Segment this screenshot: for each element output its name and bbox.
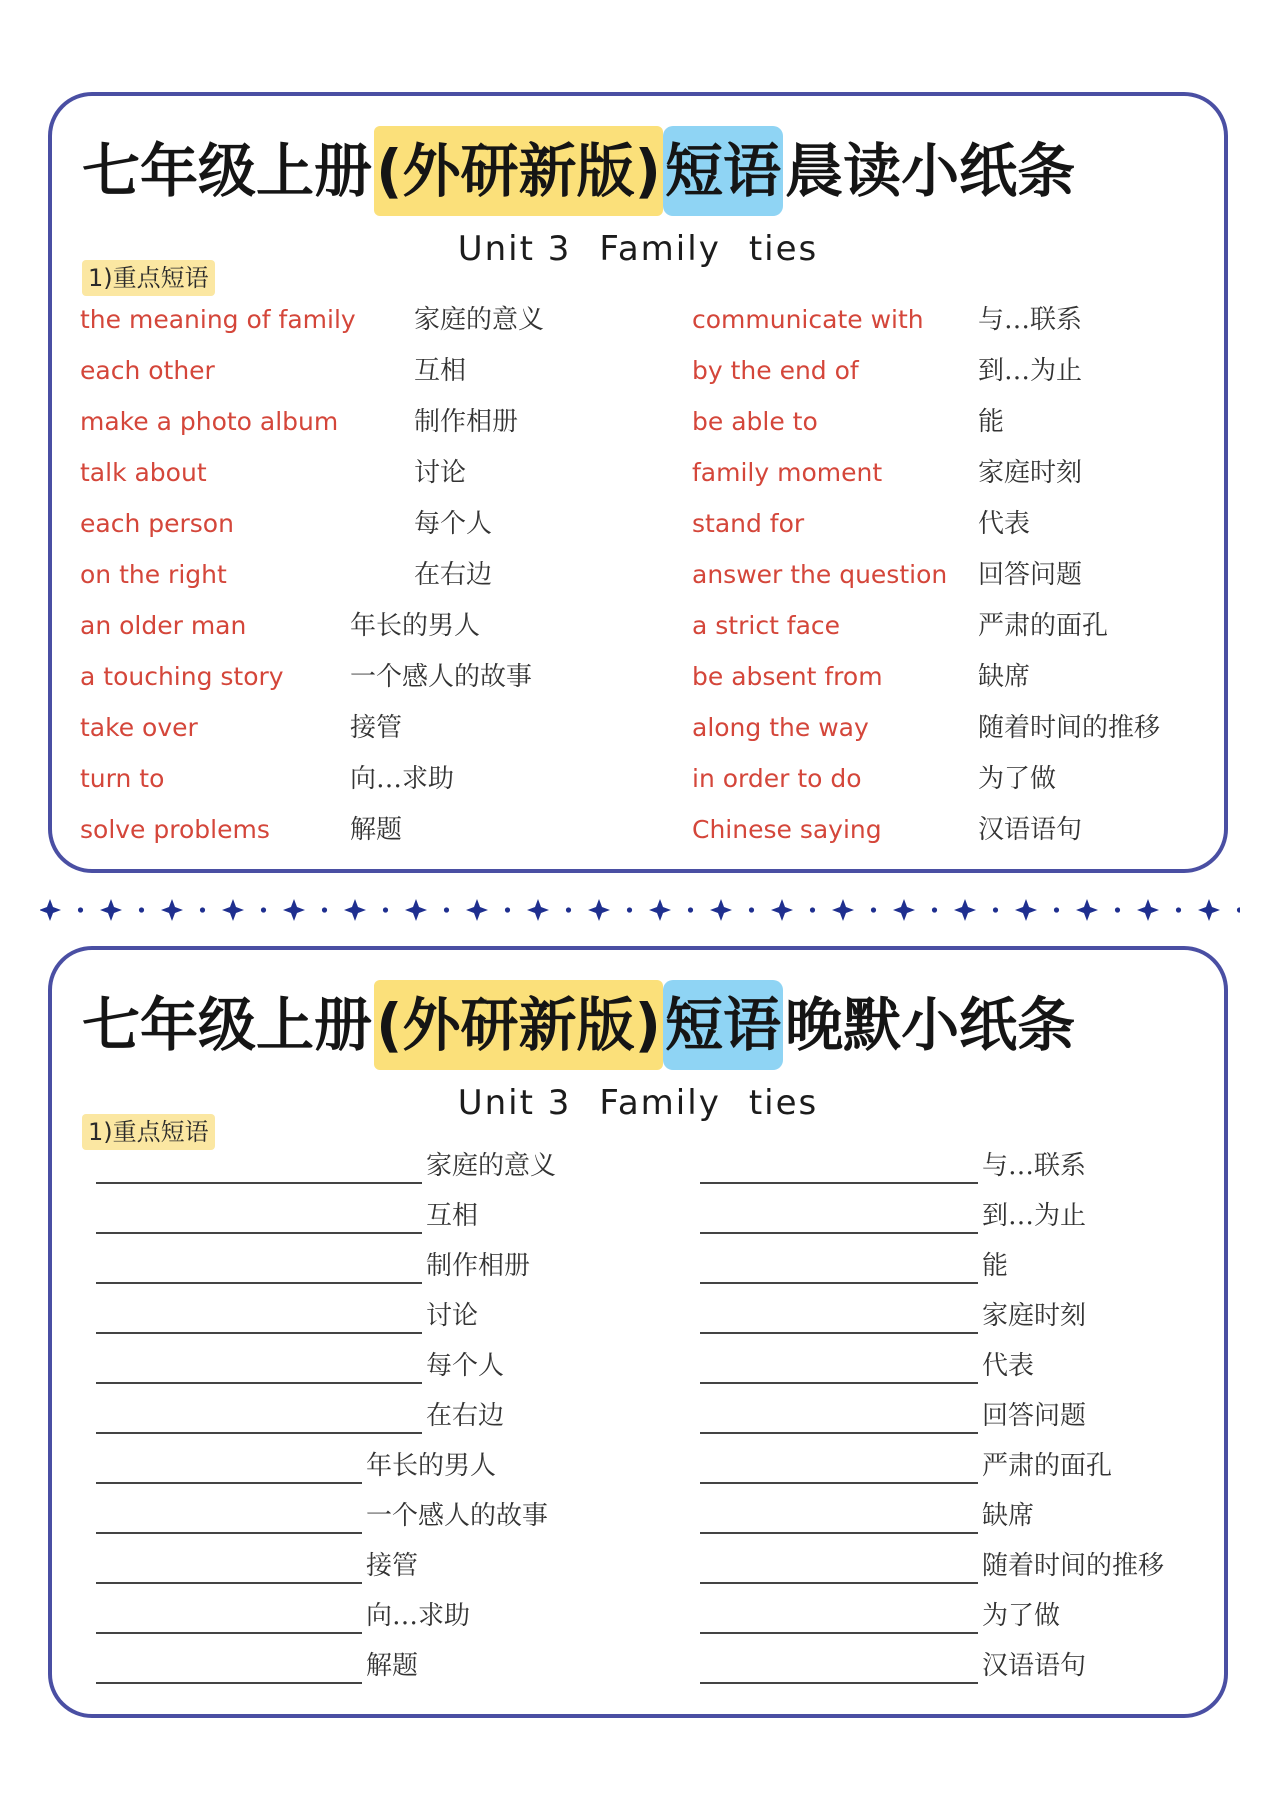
answer-blank[interactable] — [96, 1532, 362, 1534]
phrase-english: stand for — [692, 509, 805, 538]
phrase-chinese: 在右边 — [426, 1401, 505, 1431]
phrase-english: take over — [80, 713, 198, 742]
phrase-english: an older man — [80, 611, 247, 640]
answer-blank[interactable] — [700, 1582, 978, 1584]
divider-star — [222, 899, 244, 921]
phrase-chinese: 能 — [978, 407, 1005, 437]
answer-blank[interactable] — [700, 1632, 978, 1634]
section-label: 1)重点短语 — [82, 260, 215, 296]
unit-number: Unit 3 — [457, 1083, 572, 1123]
divider-star — [283, 899, 305, 921]
phrase-chinese: 解题 — [366, 1651, 419, 1681]
answer-blank[interactable] — [700, 1682, 978, 1684]
divider-dot — [688, 907, 693, 912]
phrase-english: talk about — [80, 458, 207, 487]
phrase-english: answer the question — [692, 560, 948, 589]
divider-dot — [78, 907, 83, 912]
phrase-chinese: 接管 — [366, 1551, 419, 1581]
divider-dot — [1176, 907, 1181, 912]
divider-dot — [1054, 907, 1059, 912]
unit-number: Unit 3 — [457, 229, 572, 269]
divider-star — [466, 899, 488, 921]
answer-blank[interactable] — [96, 1482, 362, 1484]
phrase-chinese: 家庭时刻 — [978, 458, 1083, 488]
phrase-chinese: 互相 — [414, 356, 467, 386]
phrase-chinese: 家庭的意义 — [426, 1151, 557, 1181]
phrase-chinese: 到…为止 — [982, 1201, 1087, 1231]
phrase-chinese: 解题 — [350, 815, 403, 845]
answer-blank[interactable] — [700, 1332, 978, 1334]
phrase-chinese: 与…联系 — [982, 1151, 1087, 1181]
divider-star — [954, 899, 976, 921]
phrase-english: family moment — [692, 458, 883, 487]
divider-star — [405, 899, 427, 921]
divider-star — [649, 899, 671, 921]
answer-blank[interactable] — [700, 1382, 978, 1384]
phrase-chinese: 一个感人的故事 — [366, 1501, 549, 1531]
phrase-chinese: 向…求助 — [366, 1601, 471, 1631]
unit-word-1: Family — [599, 1083, 721, 1123]
phrase-chinese: 家庭时刻 — [982, 1301, 1087, 1331]
phrase-english: a strict face — [692, 611, 841, 640]
answer-blank[interactable] — [700, 1182, 978, 1184]
divider-dot — [322, 907, 327, 912]
phrase-chinese: 一个感人的故事 — [350, 662, 533, 692]
divider-star — [832, 899, 854, 921]
title-note: 晨读小纸条 — [785, 137, 1076, 205]
answer-blank[interactable] — [700, 1532, 978, 1534]
divider-dot — [627, 907, 632, 912]
phrase-english: turn to — [80, 764, 165, 793]
phrase-chinese: 接管 — [350, 713, 403, 743]
answer-blank[interactable] — [96, 1232, 422, 1234]
divider-star — [100, 899, 122, 921]
title-note: 晚默小纸条 — [785, 991, 1076, 1059]
phrase-chinese: 随着时间的推移 — [978, 713, 1161, 743]
title-grade: 七年级上册 — [82, 137, 373, 205]
divider-star — [893, 899, 915, 921]
evening-dictation-card — [48, 946, 1228, 1718]
unit-heading — [52, 1078, 1224, 1128]
phrase-chinese: 汉语语句 — [978, 815, 1083, 845]
unit-heading — [52, 224, 1224, 274]
divider-dot — [871, 907, 876, 912]
phrase-english: each other — [80, 356, 215, 385]
evening-title — [80, 980, 1200, 1070]
divider-star — [40, 899, 61, 921]
phrase-chinese: 年长的男人 — [366, 1451, 497, 1481]
phrase-english: Chinese saying — [692, 815, 882, 844]
phrase-english: be absent from — [692, 662, 883, 691]
phrase-english: on the right — [80, 560, 227, 589]
phrase-chinese: 每个人 — [414, 509, 493, 539]
divider-star — [1198, 899, 1220, 921]
phrase-chinese: 制作相册 — [414, 407, 519, 437]
divider-dot — [1115, 907, 1120, 912]
answer-blank[interactable] — [700, 1282, 978, 1284]
title-grade: 七年级上册 — [82, 991, 373, 1059]
phrase-chinese: 缺席 — [982, 1501, 1035, 1531]
divider-dot — [444, 907, 449, 912]
divider-dot — [383, 907, 388, 912]
unit-word-1: Family — [599, 229, 721, 269]
divider-dot — [566, 907, 571, 912]
divider-dot — [749, 907, 754, 912]
answer-blank[interactable] — [96, 1582, 362, 1584]
phrase-english: by the end of — [692, 356, 859, 385]
title-edition: (外研新版) — [374, 980, 663, 1070]
divider-star — [710, 899, 732, 921]
answer-blank[interactable] — [96, 1632, 362, 1634]
answer-blank[interactable] — [700, 1432, 978, 1434]
divider-dot — [505, 907, 510, 912]
phrase-english: make a photo album — [80, 407, 339, 436]
phrase-chinese: 制作相册 — [426, 1251, 531, 1281]
title-phrases: 短语 — [663, 126, 783, 216]
phrase-chinese: 代表 — [978, 509, 1031, 539]
divider-star — [588, 899, 610, 921]
phrase-english: along the way — [692, 713, 869, 742]
phrase-chinese: 随着时间的推移 — [982, 1551, 1165, 1581]
morning-title — [80, 126, 1200, 216]
phrase-english: solve problems — [80, 815, 270, 844]
phrase-english: be able to — [692, 407, 818, 436]
star-divider — [40, 896, 1240, 924]
divider-dot — [261, 907, 266, 912]
title-edition: (外研新版) — [374, 126, 663, 216]
divider-star — [1076, 899, 1098, 921]
section-label: 1)重点短语 — [82, 1114, 215, 1150]
answer-blank[interactable] — [96, 1182, 422, 1184]
divider-dot — [993, 907, 998, 912]
answer-blank[interactable] — [96, 1332, 422, 1334]
divider-dot — [139, 907, 144, 912]
phrase-chinese: 缺席 — [978, 662, 1031, 692]
phrase-chinese: 为了做 — [982, 1601, 1061, 1631]
answer-blank[interactable] — [700, 1232, 978, 1234]
phrase-chinese: 年长的男人 — [350, 611, 481, 641]
phrase-chinese: 向…求助 — [350, 764, 455, 794]
phrase-chinese: 回答问题 — [978, 560, 1083, 590]
divider-star — [344, 899, 366, 921]
phrase-chinese: 回答问题 — [982, 1401, 1087, 1431]
phrase-chinese: 讨论 — [426, 1301, 479, 1331]
unit-word-2: ties — [748, 229, 819, 269]
answer-blank[interactable] — [700, 1482, 978, 1484]
unit-word-2: ties — [748, 1083, 819, 1123]
phrase-chinese: 讨论 — [414, 458, 467, 488]
title-phrases: 短语 — [663, 980, 783, 1070]
phrase-english: communicate with — [692, 305, 924, 334]
morning-reading-card — [48, 92, 1228, 873]
phrase-english: in order to do — [692, 764, 862, 793]
phrase-chinese: 代表 — [982, 1351, 1035, 1381]
phrase-chinese: 每个人 — [426, 1351, 505, 1381]
phrase-english: the meaning of family — [80, 305, 356, 334]
divider-dot — [932, 907, 937, 912]
phrase-chinese: 严肃的面孔 — [978, 611, 1109, 641]
answer-blank[interactable] — [96, 1282, 422, 1284]
divider-dot — [810, 907, 815, 912]
phrase-chinese: 在右边 — [414, 560, 493, 590]
phrase-chinese: 互相 — [426, 1201, 479, 1231]
answer-blank[interactable] — [96, 1382, 422, 1384]
answer-blank[interactable] — [96, 1432, 422, 1434]
divider-star — [1015, 899, 1037, 921]
phrase-english: each person — [80, 509, 234, 538]
phrase-chinese: 汉语语句 — [982, 1651, 1087, 1681]
answer-blank[interactable] — [96, 1682, 362, 1684]
divider-star — [527, 899, 549, 921]
phrase-english: a touching story — [80, 662, 284, 691]
phrase-chinese: 家庭的意义 — [414, 305, 545, 335]
phrase-chinese: 为了做 — [978, 764, 1057, 794]
divider-dot — [200, 907, 205, 912]
divider-star — [771, 899, 793, 921]
phrase-chinese: 到…为止 — [978, 356, 1083, 386]
divider-star — [161, 899, 183, 921]
divider-dot — [1237, 907, 1240, 912]
phrase-chinese: 严肃的面孔 — [982, 1451, 1113, 1481]
phrase-chinese: 能 — [982, 1251, 1009, 1281]
divider-star — [1137, 899, 1159, 921]
phrase-chinese: 与…联系 — [978, 305, 1083, 335]
